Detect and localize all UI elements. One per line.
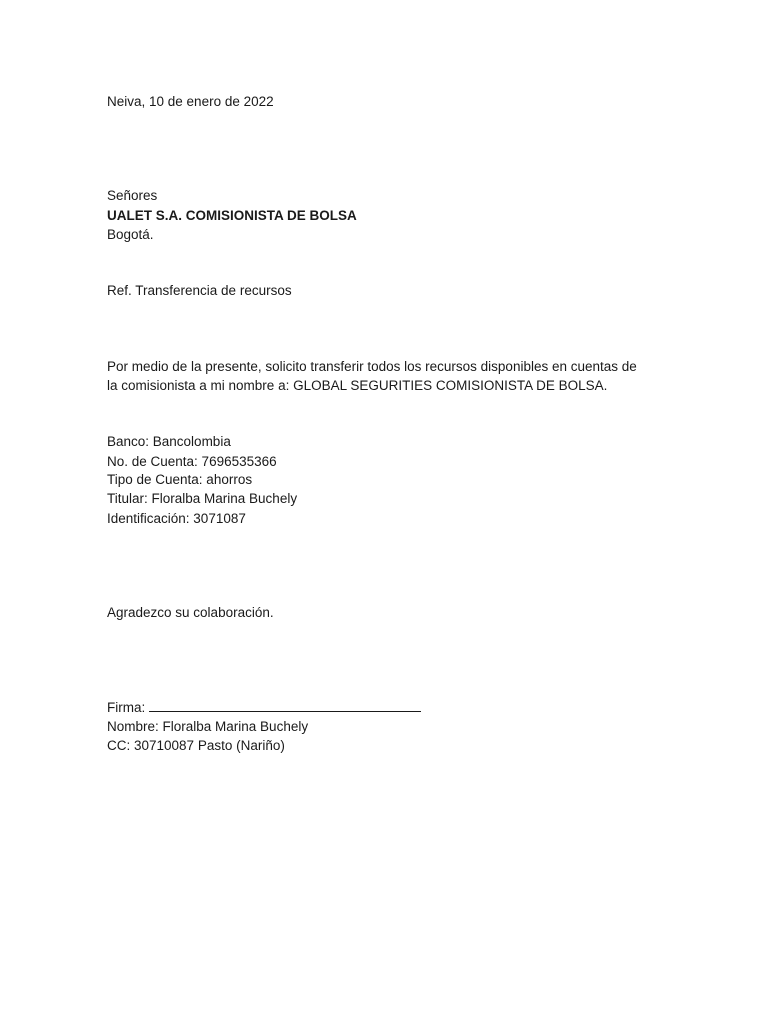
account-type: Tipo de Cuenta: ahorros xyxy=(107,472,253,487)
bank-name: Banco: Bancolombia xyxy=(107,434,231,449)
signature-blank xyxy=(149,698,421,712)
recipient-salutation: Señores xyxy=(107,188,158,203)
body-line-1: Por medio de la presente, solicito transferir todos los recursos disponibles en cuentas de xyxy=(107,359,637,374)
signer-name: Nombre: Floralba Marina Buchely xyxy=(107,719,309,734)
closing-line: Agradezco su colaboración. xyxy=(107,605,274,620)
holder-identification: Identificación: 3071087 xyxy=(107,511,246,526)
account-number: No. de Cuenta: 7696535366 xyxy=(107,454,277,469)
signer-cc: CC: 30710087 Pasto (Nariño) xyxy=(107,738,285,753)
letter-reference: Ref. Transferencia de recursos xyxy=(107,283,292,298)
letter-date: Neiva, 10 de enero de 2022 xyxy=(107,94,274,109)
recipient-company: UALET S.A. COMISIONISTA DE BOLSA xyxy=(107,208,357,223)
recipient-city: Bogotá. xyxy=(107,227,154,242)
signature-line xyxy=(107,698,421,717)
account-holder: Titular: Floralba Marina Buchely xyxy=(107,491,298,506)
body-line-2: la comisionista a mi nombre a: GLOBAL SEGURITIES COMISIONISTA DE BOLSA. xyxy=(107,378,608,393)
signature-label: Firma: xyxy=(107,700,146,715)
